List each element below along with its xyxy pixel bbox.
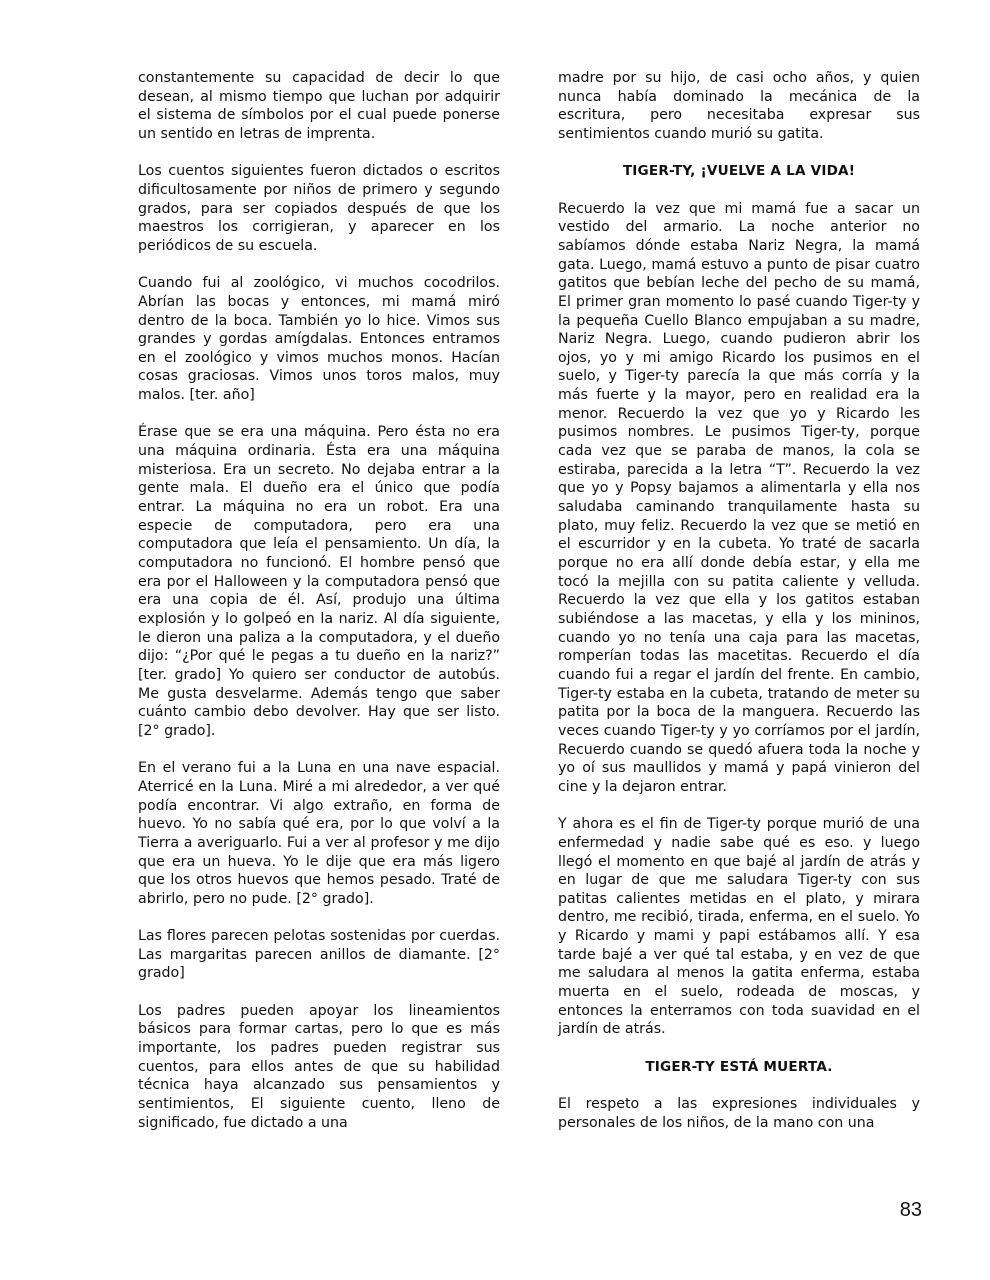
paragraph-parents: Los padres pueden apoyar los lineamientos básicos para formar cartas, pero lo que es más importante, los padres pueden registrar sus cuentos, para ellos antes de que su habilidad técnica haya alcanzado sus pensamientos y sentimientos, El siguiente cuento, lleno de significado, fue dictado a una	[138, 1002, 500, 1131]
paragraph-stories-intro: Los cuentos siguientes fueron dictados o escritos dificultosamente por niños de primero y segundo grados, para ser copiados después de que los maestros los corrigieran, y aparecer en los periódicos de su escuela.	[138, 163, 500, 254]
story-machine: Érase que se era una máquina. Pero ésta no era una máquina ordinaria. Ésta era una máquina misteriosa. Era un secreto. No dejaba entrar a la gente mala. El dueño era el único que podía entrar. La máquina no era un robot. Era una especie de computadora, pero era una computadora que leía el pensamiento. Un día, la computadora no funcionó. El hombre pensó que era por el Halloween y la computadora pensó que era una copia de él. Así, produjo una última explosión y lo golpeó en la nariz. Al día siguiente, le dieron una paliza a la computadora, y el dueño dijo: “¿Por qué le pegas a tu dueño en la nariz?” [ter. grado] Yo quiero ser conductor de autobús. Me gusta desvelarme. Además tengo que saber cuánto cambio debo devolver. Hay que ser listo. [2° grado].	[138, 424, 500, 739]
paragraph-mother-continuation: madre por su hijo, de casi ocho años, y quien nunca había dominado la mecánica de la escritura, pero necesitaba expresar sus sentimientos cuando murió su gatita.	[558, 70, 920, 142]
story-zoo: Cuando fui al zoológico, vi muchos cocodrilos. Abrían las bocas y entonces, mi mamá miró dentro de la boca. También yo lo hice. Vimos sus grandes y gordas amígdalas. Entonces entramos en el zoológico y vimos muchos monos. Hacían cosas graciosas. Vimos unos toros malos, muy malos. [ter. año]	[138, 275, 500, 404]
story-moon: En el verano fui a la Luna en una nave espacial. Aterricé en la Luna. Miré a mi alrededor, a ver qué podía encontrar. Vi algo extraño, en forma de huevo. Yo no sabía qué era, por lo que volví a la Tierra a averiguarlo. Fui a ver al profesor y me dijo que era un hueva. Yo le dije que era más ligero que los otros huevos que hemos pesado. Traté de abrirlo, pero no pude. [2° grado].	[138, 760, 500, 907]
story-title-vuelve: TIGER-TY, ¡VUELVE A LA VIDA!	[622, 163, 856, 180]
page-number: 83	[899, 1199, 922, 1221]
paragraph-respect: El respeto a las expresiones individuales y personales de los niños, de la mano con una	[558, 1096, 920, 1131]
story-tigerty-end: Y ahora es el fin de Tiger-ty porque murió de una enfermedad y nadie sabe qué es eso. y luego llegó el momento en que bajé al jardín de atrás y en lugar de que me saludara Tiger-ty con sus patitas calientes metidas en el plato, y mirara dentro, me recibió, tirada, enferma, en el suelo. Yo y Ricardo y mami y papi estábamos allí. Y esa tarde bajé a ver qué tal estaba, y en vez de que me saludara al menos la gatita enferma, estaba muerta en el suelo, rodeada de moscas, y entonces la enterramos con toda suavidad en el jardín de atrás.	[558, 816, 920, 1038]
paragraph-intro-continuation: constantemente su capacidad de decir lo que desean, al mismo tiempo que luchan por adquirir el sistema de símbolos por el cual puede ponerse un sentido en letras de imprenta.	[138, 70, 500, 142]
story-title-muerta: TIGER-TY ESTÁ MUERTA.	[645, 1058, 833, 1075]
left-column	[138, 69, 500, 1151]
right-column	[558, 69, 920, 1151]
story-tigerty-memories: Recuerdo la vez que mi mamá fue a sacar un vestido del armario. La noche anterior no sabíamos dónde estaba Nariz Negra, la mamá gata. Luego, mamá estuvo a punto de pisar cuatro gatitos que bebían leche del pecho de su mamá, El primer gran momento lo pasé cuando Tiger-ty y la pequeña Cuello Blanco empujaban a su madre, Nariz Negra. Luego, cuando pudieron abrir los ojos, yo y mi amigo Ricardo los pusimos en el suelo, y Tiger-ty parecía la que más corría y la más fuerte y la mayor, pero en realidad era la menor. Recuerdo la vez que yo y Ricardo les pusimos nombres. Le pusimos Tiger-ty, porque cada vez que se paraba de manos, la cola se estiraba, parecida a la letra “T”. Recuerdo la vez que yo y Popsy bajamos a alimentarla y ella nos saludaba caminando tranquilamente hasta su plato, muy feliz. Recuerdo la vez que se metió en el escurridor y en la cubeta. Yo traté de sacarla porque no era allí donde debía estar, y ella me tocó la mejilla con su patita caliente y velluda. Recuerdo la vez que ella y los gatitos estaban subiéndose a las macetas, y ella y los mininos, cuando yo no tenía una caja para las macetas, romperían todas las macetitas. Recuerdo el día cuando fui a regar el jardín del frente. En cambio, Tiger-ty estaba en la cubeta, tratando de meter su patita por la boca de la manguera. Recuerdo las veces cuando Tiger-ty y yo corríamos por el jardín, Recuerdo cuando se quedó afuera toda la noche y yo oí sus maullidos y mamá y papá vinieron del cine y la dejaron entrar.	[558, 200, 920, 795]
story-flowers: Las flores parecen pelotas sostenidas por cuerdas. Las margaritas parecen anillos de diamante. [2° grado]	[138, 928, 500, 982]
